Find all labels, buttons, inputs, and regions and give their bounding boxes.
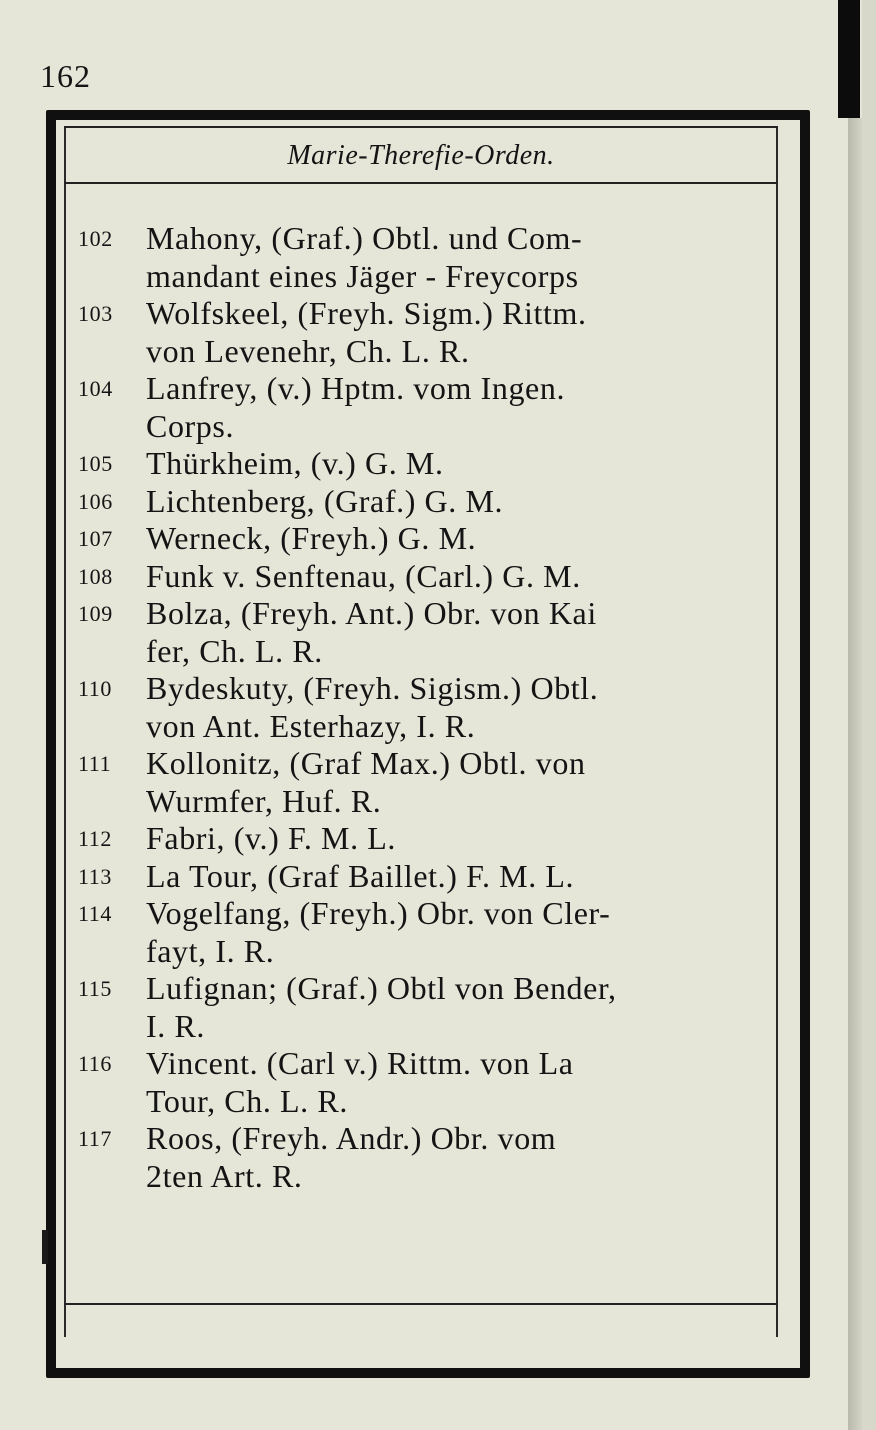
entry-text-line: Lanfrey, (v.) Hptm. vom Ingen. (146, 370, 566, 406)
entry-text-line: La Tour, (Graf Baillet.) F. M. L. (146, 857, 575, 894)
page-title: Marie-Therefie-Orden. (287, 140, 555, 171)
book-gutter (838, 0, 860, 118)
entry-list (78, 220, 778, 1195)
entry-text-line: mandant eines Jäger - Freycorps (146, 257, 579, 294)
entry-text-line: 2ten Art. R. (146, 1157, 303, 1194)
page-number: 162 (40, 58, 91, 94)
adjacent-page-edge (862, 0, 876, 1430)
margin-mark (42, 1230, 48, 1264)
entry-number: 116 (78, 1051, 112, 1076)
entry-text-line: Wurmfer, Huf. R. (146, 782, 382, 819)
list-item (78, 820, 778, 858)
entry-text-line: Bydeskuty, (Freyh. Sigism.) Obtl. (146, 670, 599, 706)
entry-text-line: Fabri, (v.) F. M. L. (146, 820, 397, 856)
list-item (78, 445, 778, 483)
entry-text-line: Kollonitz, (Graf Max.) Obtl. von (146, 745, 586, 781)
entry-text-line: Lichtenberg, (Graf.) G. M. (146, 482, 504, 519)
list-item (78, 295, 778, 370)
title-bottom-rule (64, 182, 778, 184)
list-item (78, 1045, 778, 1120)
entry-text-line: Lufignan; (Graf.) Obtl von Bender, (146, 970, 617, 1006)
entry-number: 107 (78, 526, 113, 551)
list-item (78, 858, 778, 896)
entry-text-line: Wolfskeel, (Freyh. Sigm.) Rittm. (146, 295, 587, 331)
entry-text-line: I. R. (146, 1007, 205, 1044)
list-item (78, 558, 778, 596)
entry-number: 102 (78, 226, 113, 251)
entry-text-line: Corps. (146, 407, 235, 444)
entry-text-line: Vincent. (Carl v.) Rittm. von La (146, 1045, 574, 1081)
entry-number: 113 (78, 863, 112, 889)
entry-text-line: Bolza, (Freyh. Ant.) Obr. von Kai (146, 595, 597, 631)
bottom-rule (64, 1303, 778, 1305)
entry-text-line: von Levenehr, Ch. L. R. (146, 332, 470, 369)
entry-text-line: fer, Ch. L. R. (146, 632, 323, 669)
entry-text-line: Mahony, (Graf.) Obtl. und Com- (146, 220, 583, 256)
list-item (78, 370, 778, 445)
list-item (78, 1120, 778, 1195)
entry-text-line: Roos, (Freyh. Andr.) Obr. vom (146, 1120, 557, 1156)
entry-number: 110 (78, 676, 112, 701)
entry-number: 109 (78, 601, 113, 626)
entry-text-line: Werneck, (Freyh.) G. M. (146, 520, 477, 556)
entry-number: 104 (78, 376, 113, 401)
entry-number: 108 (78, 563, 113, 589)
entry-number: 103 (78, 301, 113, 326)
list-item (78, 483, 778, 521)
list-item (78, 745, 778, 820)
entry-text-line: von Ant. Esterhazy, I. R. (146, 707, 476, 744)
entry-number: 115 (78, 976, 112, 1001)
list-item (78, 520, 778, 558)
entry-text-line: Funk v. Senftenau, (Carl.) G. M. (146, 557, 581, 594)
entry-text-line: fayt, I. R. (146, 932, 275, 969)
entry-number: 112 (78, 826, 112, 851)
title-top-rule (64, 126, 778, 128)
list-item (78, 895, 778, 970)
entry-number: 105 (78, 451, 113, 476)
entry-text-line: Thürkheim, (v.) G. M. (146, 445, 444, 481)
entry-number: 106 (78, 488, 113, 514)
list-item (78, 595, 778, 670)
list-item (78, 220, 778, 295)
book-gutter-shadow (848, 118, 862, 1430)
list-item (78, 670, 778, 745)
entry-number: 117 (78, 1126, 112, 1151)
list-item (78, 970, 778, 1045)
entry-text-line: Vogelfang, (Freyh.) Obr. von Cler- (146, 895, 611, 931)
entry-text-line: Tour, Ch. L. R. (146, 1082, 348, 1119)
entry-number: 114 (78, 901, 112, 926)
entry-number: 111 (78, 751, 112, 776)
